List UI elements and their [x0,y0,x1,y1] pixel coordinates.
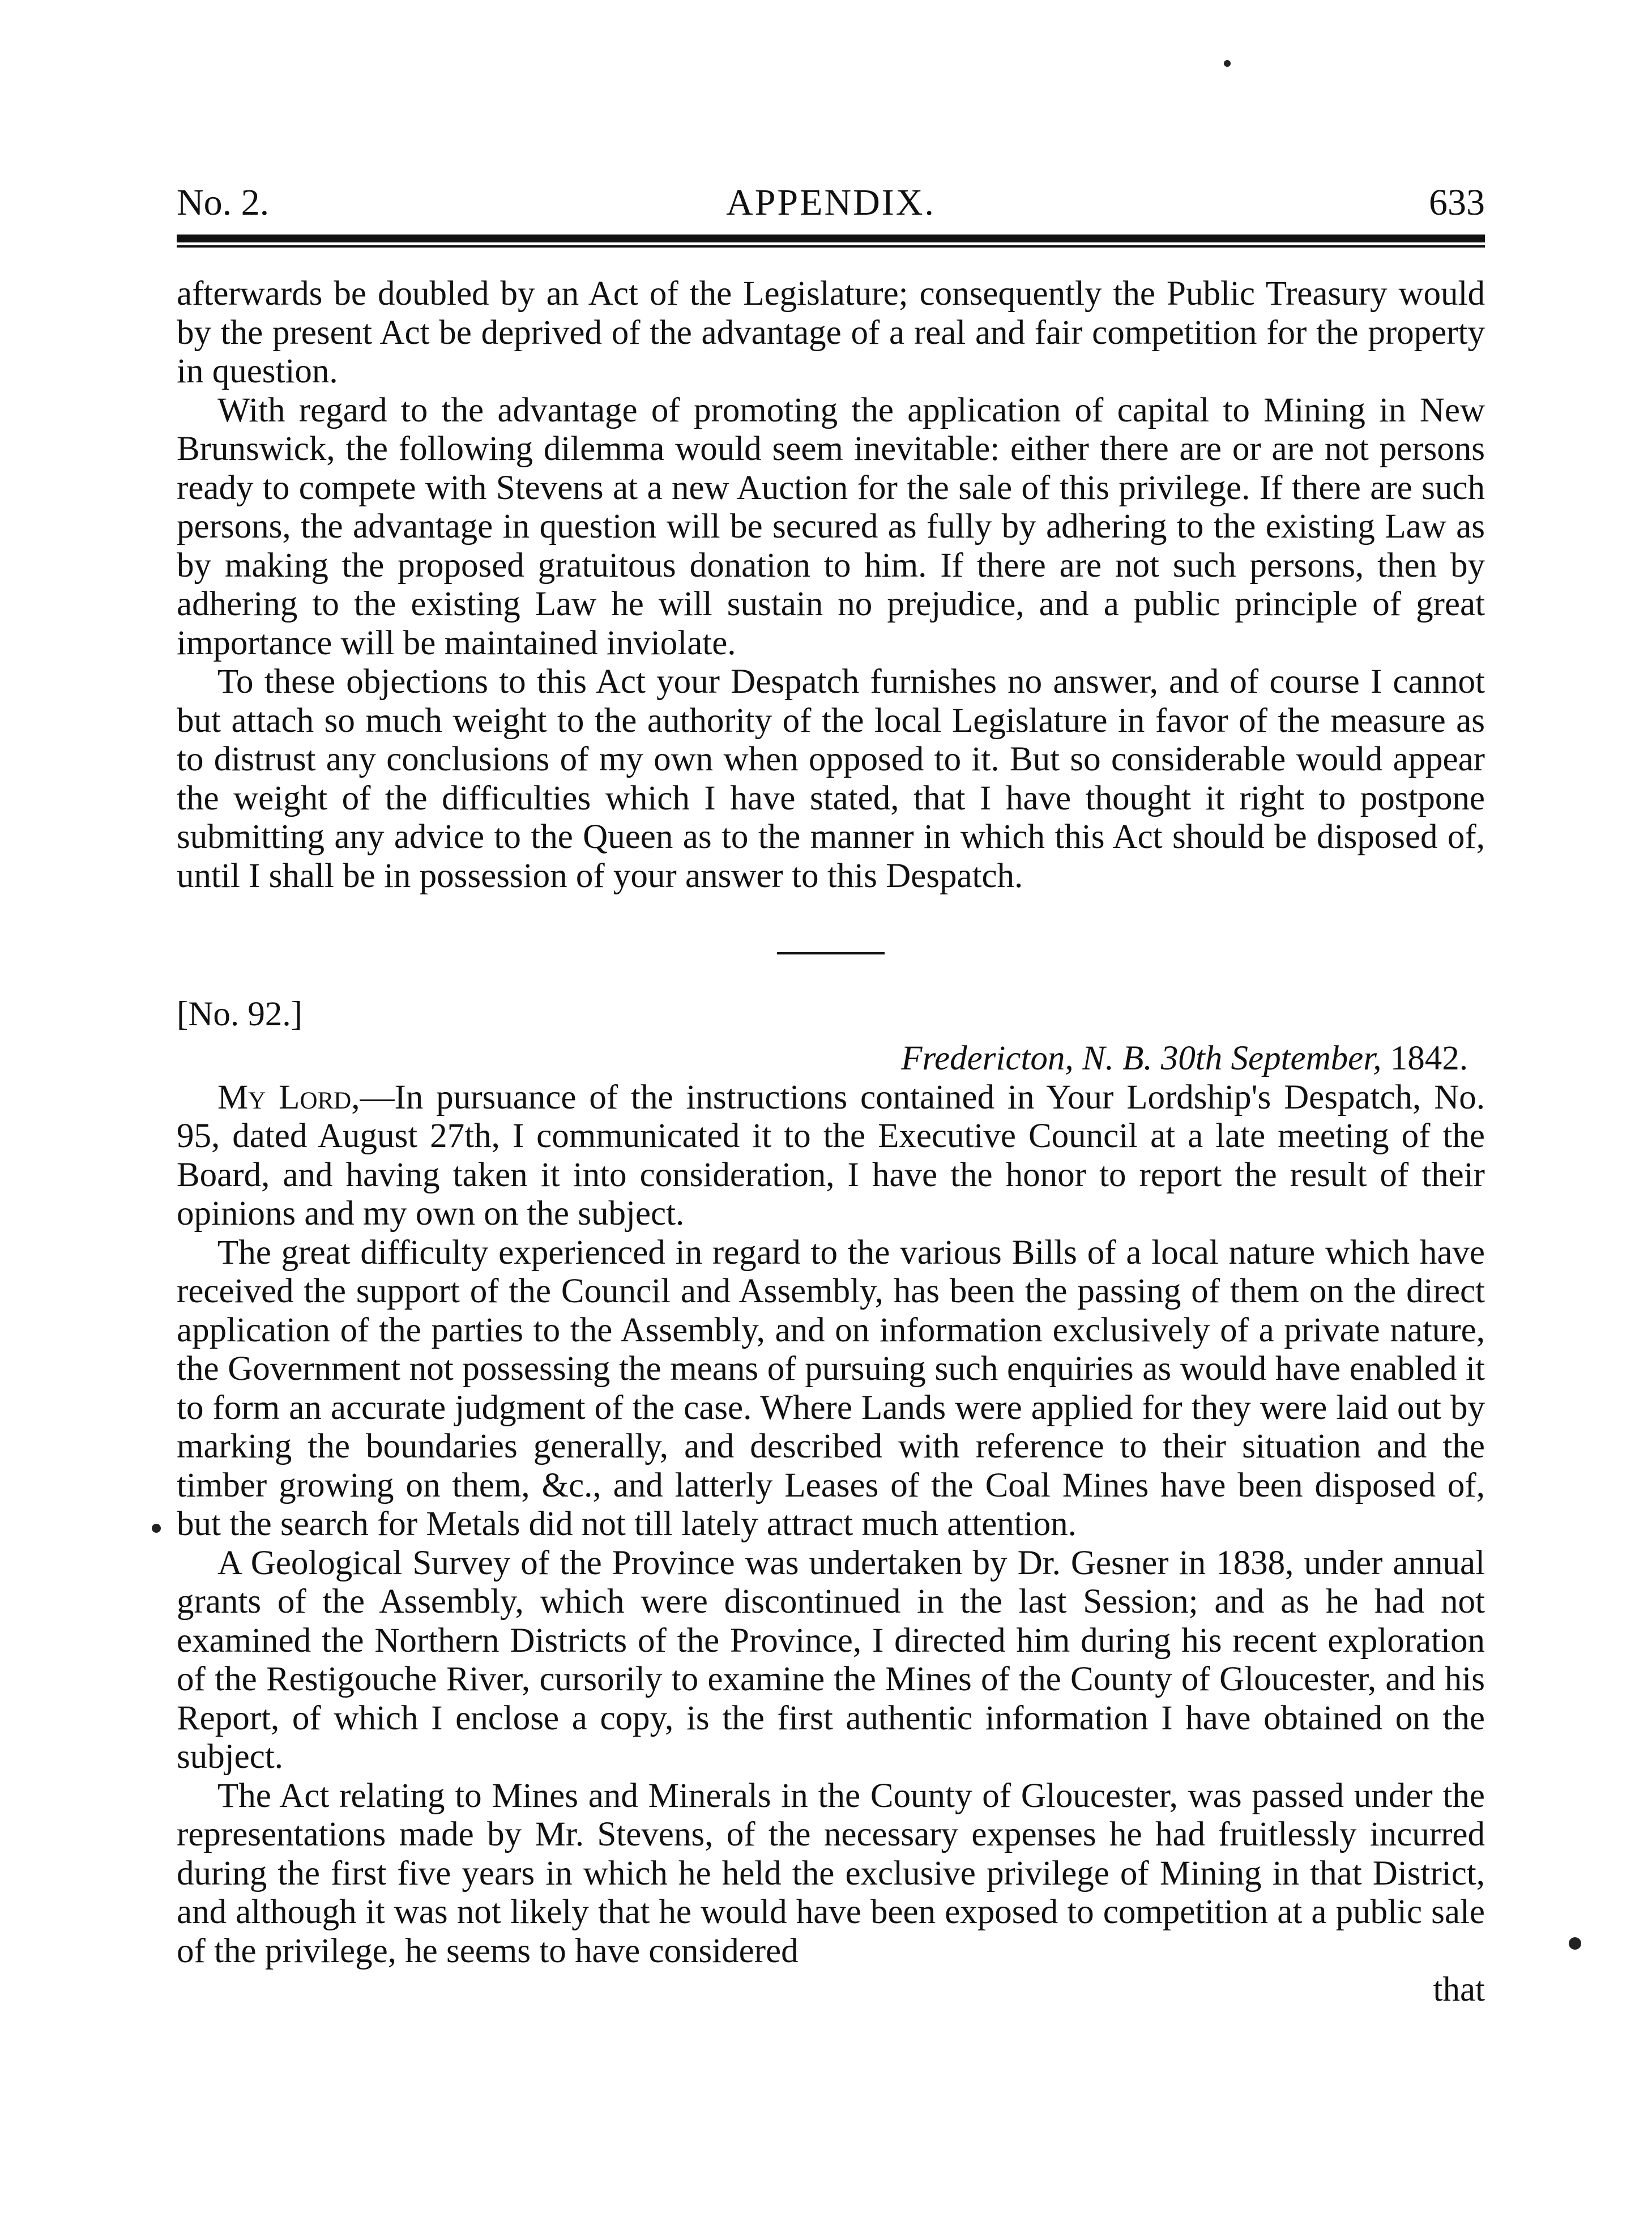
letter-number: [No. 92.] [177,995,302,1033]
letter-opening [177,1078,1485,1234]
paragraph-difficulty: The great difficulty experienced in regard to the various Bills of a local nature which have received the support of the Council and Assembly, has been the passing of them on the direct application of the parties to the Assembly, and on information exclusively of a private nature, the Government not possessing the means of pursuing such enquiries as would have enabled it to form an accurate judgment of the case. Where Lands were applied for they were laid out by marking the boundaries generally, and described with reference to their situation and the timber growing on them, &c., and latterly Leases of the Coal Mines have been disposed of, but the search for Metals did not till lately attract much attention. [177,1233,1485,1543]
scan-speck [1224,60,1231,67]
dateline-place: Fredericton, N. B. 30th September, [901,1039,1382,1077]
header-rule-thick [177,235,1485,242]
paragraph-continued: afterwards be doubled by an Act of the Legislature; consequently the Public Treasury would by the present Act be deprived of the advantage of a real and fair competition for the property in question. [177,275,1485,390]
catchword: that [1433,1971,1485,2009]
salutation: My Lord, [217,1078,360,1116]
scan-speck [1569,1937,1581,1950]
header-rule-thin [177,245,1485,248]
dateline-year: 1842. [1390,1039,1468,1077]
paragraph-objections: To these objections to this Act your Despatch furnishes no answer, and of course I cannot but attach so much weight to the authority of the local Legislature in favor of the measure as to distrust any conclusions of my own when opposed to it. But so considerable would appear the weight of the difficulties which I have stated, that I have thought it right to postpone submitting any advice to the Queen as to the manner in which this Act should be disposed of, until I shall be in possession of your answer to this Despatch. [177,663,1485,895]
page-title: APPENDIX. [726,182,936,223]
dateline [177,1039,1468,1078]
page-number: 633 [1429,182,1485,223]
opening-text: —In pursuance of the instructions contained in Your Lordship's Despatch, No. 95, dated August 27th, I communicated it to the Executive Council at a late meeting of the Board, and having taken it into consideration, I have the honor to report the result of their opinions and my own on the subject. [177,1078,1485,1233]
running-header [177,180,1485,225]
page-body [177,275,1485,2010]
scan-speck [152,1524,161,1533]
paragraph-mines-act: The Act relating to Mines and Minerals in the County of Gloucester, was passed under the representations made by Mr. Stevens, of the necessary expenses he had fruitlessly incurred during the first five years in which he held the exclusive privilege of Mining in that District, and although it was not likely that he would have been exposed to competition at a public sale of the privilege, he seems to have considered [177,1776,1485,1970]
section-number: No. 2. [177,182,270,223]
paragraph-geological-survey: A Geological Survey of the Province was undertaken by Dr. Gesner in 1838, under annual grants of the Assembly, which were discontinued in the last Session; and as he had not examined the Northern Districts of the Province, I directed him during his recent exploration of the Restigouche River, cursorily to examine the Mines of the County of Gloucester, and his Report, of which I enclose a copy, is the first authentic information I have obtained on the subject. [177,1544,1485,1776]
paragraph-dilemma: With regard to the advantage of promoting the application of capital to Mining in New Brunswick, the following dilemma would seem inevitable: either there are or are not persons ready to compete with Stevens at a new Auction for the sale of this privilege. If there are such persons, the advantage in question will be secured as fully by adhering to the existing Law as by making the proposed gratuitous donation to him. If there are not such persons, then by adhering to the existing Law he will sustain no prejudice, and a public principle of great importance will be maintained inviolate. [177,391,1485,662]
section-divider [777,952,885,954]
